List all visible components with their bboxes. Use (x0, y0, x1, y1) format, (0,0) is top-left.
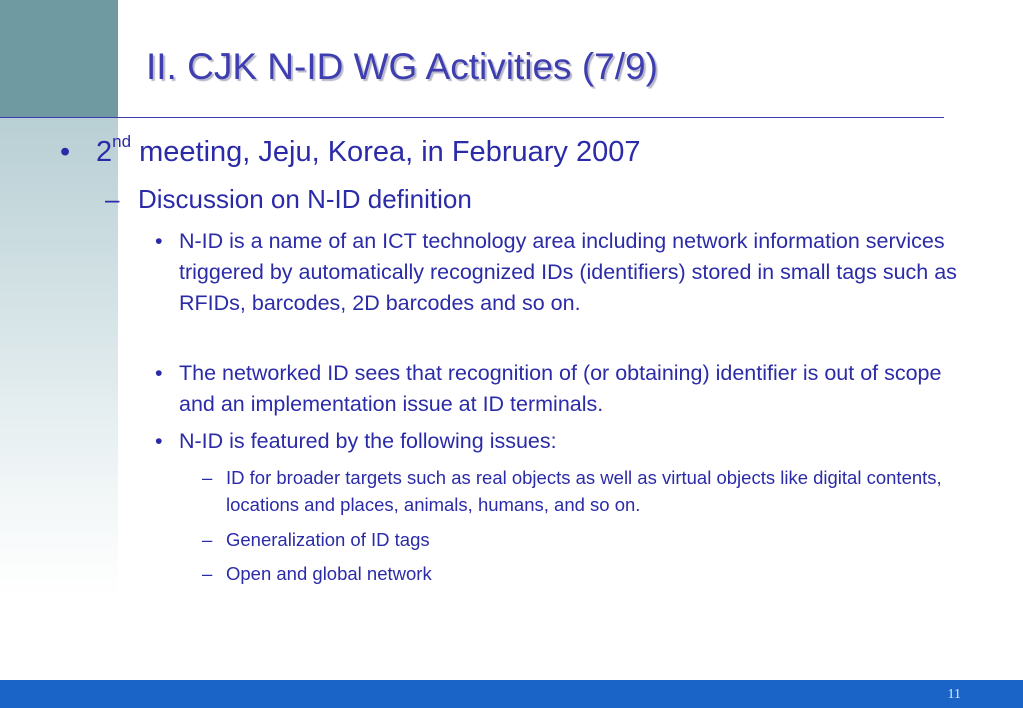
dash-marker: – (202, 467, 213, 488)
bullet-text: ID for broader targets such as real objects as well as virtual objects like digital contents, locations and places, animals, humans, and so on. (226, 467, 942, 515)
dash-marker: – (202, 563, 213, 584)
bullet-level4-generalization (202, 526, 982, 553)
bullet-marker: • (155, 361, 163, 385)
page-number: 11 (947, 687, 961, 702)
bullet-text: The networked ID sees that recognition of (or obtaining) identifier is out of scope and an implementation issue at ID terminals. (179, 361, 942, 416)
bullet-text: N-ID is a name of an ICT technology area including network information services triggered by automatically recognized IDs (identifiers) stored in small tags such as RFIDs, barcodes, 2D barcodes and so on. (179, 229, 957, 315)
ordinal-suffix: nd (112, 132, 132, 151)
bullet-marker: • (60, 136, 71, 168)
bullet-text: N-ID is featured by the following issues: (179, 429, 557, 453)
meeting-description: meeting, Jeju, Korea, in February 2007 (131, 136, 641, 168)
bullet-level4-broader-targets (202, 464, 982, 518)
bullet-level3-definition (155, 226, 965, 319)
bullet-level3-features (155, 426, 965, 457)
dash-marker: – (105, 184, 120, 214)
ordinal-number: 2 (96, 136, 113, 168)
bullet-text: Discussion on N-ID definition (138, 184, 472, 214)
footer-bar (0, 680, 1023, 708)
bullet-text: Open and global network (226, 563, 432, 584)
bullet-text (96, 132, 641, 169)
bullet-text: Generalization of ID tags (226, 529, 430, 550)
bullet-level3-networked-id (155, 358, 965, 420)
bullet-marker: • (155, 429, 163, 453)
bullet-level4-open-network (202, 560, 982, 587)
bullet-marker: • (155, 229, 163, 253)
slide-title: II. CJK N-ID WG Activities (7/9) (146, 46, 658, 87)
dash-marker: – (202, 529, 213, 550)
